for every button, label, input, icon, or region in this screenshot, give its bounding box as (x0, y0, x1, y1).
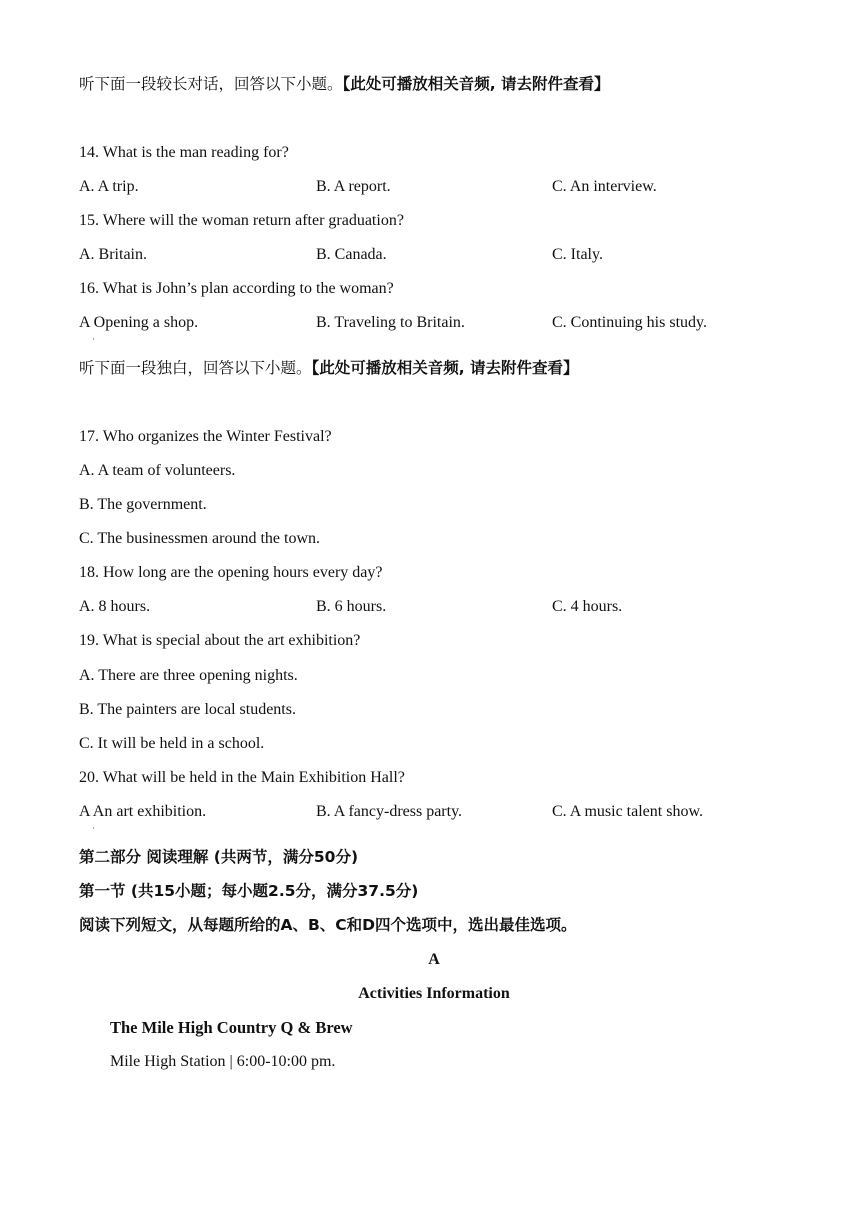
option-20-a: A An art exhibition. (79, 803, 207, 820)
event-name: The Mile High Country Q & Brew (110, 1018, 353, 1037)
question-15: 15. Where will the woman return after graduation? (79, 212, 404, 229)
option-17-b: B. The government. (79, 496, 207, 513)
option-19-b: B. The painters are local students. (79, 701, 296, 718)
option-14-b: B. A report. (316, 178, 391, 195)
question-20: 20. What will be held in the Main Exhibition Hall? (79, 769, 405, 786)
question-16: 16. What is John’s plan according to the woman? (79, 280, 394, 297)
option-18-c: C. 4 hours. (552, 598, 623, 615)
question-17: 17. Who organizes the Winter Festival? (79, 428, 332, 445)
option-15-b: B. Canada. (316, 246, 387, 263)
reading-instruction: 阅读下列短文，从每题所给的A、B、C和D四个选项中，选出最佳选项。 (79, 916, 577, 934)
question-18: 18. How long are the opening hours every day? (79, 564, 383, 581)
option-18-b: B. 6 hours. (316, 598, 387, 615)
option-16-c: C. Continuing his study. (552, 314, 707, 331)
option-19-c: C. It will be held in a school. (79, 735, 265, 752)
option-16-b: B. Traveling to Britain. (316, 314, 465, 331)
option-18-a: A. 8 hours. (79, 598, 151, 615)
passage-title: Activities Information (358, 985, 510, 1002)
option-15-a: A. Britain. (79, 246, 147, 263)
section-heading: 第一节 (共15小题；每小题2.5分，满分37.5分) (79, 882, 419, 900)
dot-mark: · (92, 823, 95, 833)
option-17-a: A. A team of volunteers. (79, 462, 236, 479)
instruction-text: 听下面一段较长对话，回答以下小题。 (79, 75, 343, 93)
passage-letter: A (428, 951, 440, 968)
option-14-a: A. A trip. (79, 178, 139, 195)
dot-mark: · (92, 334, 95, 344)
listening-instruction-2 (79, 358, 579, 378)
option-20-b: B. A fancy-dress party. (316, 803, 463, 820)
instruction-text: 听下面一段独白，回答以下小题。 (79, 359, 312, 377)
audio-note: 【此处可播放相关音频, 请去附件查看】 (342, 75, 610, 93)
listening-instruction-1 (79, 74, 610, 94)
question-14: 14. What is the man reading for? (79, 144, 289, 161)
question-19: 19. What is special about the art exhibition? (79, 632, 361, 649)
part-heading: 第二部分 阅读理解 (共两节，满分50分) (79, 848, 359, 866)
event-detail: Mile High Station | 6:00-10:00 pm. (110, 1053, 336, 1070)
option-19-a: A. There are three opening nights. (79, 667, 298, 684)
option-14-c: C. An interview. (552, 178, 657, 195)
option-16-a: A Opening a shop. (79, 314, 199, 331)
option-20-c: C. A music talent show. (552, 803, 703, 820)
audio-note: 【此处可播放相关音频, 请去附件查看】 (311, 359, 579, 377)
option-17-c: C. The businessmen around the town. (79, 530, 321, 547)
option-15-c: C. Italy. (552, 246, 603, 263)
